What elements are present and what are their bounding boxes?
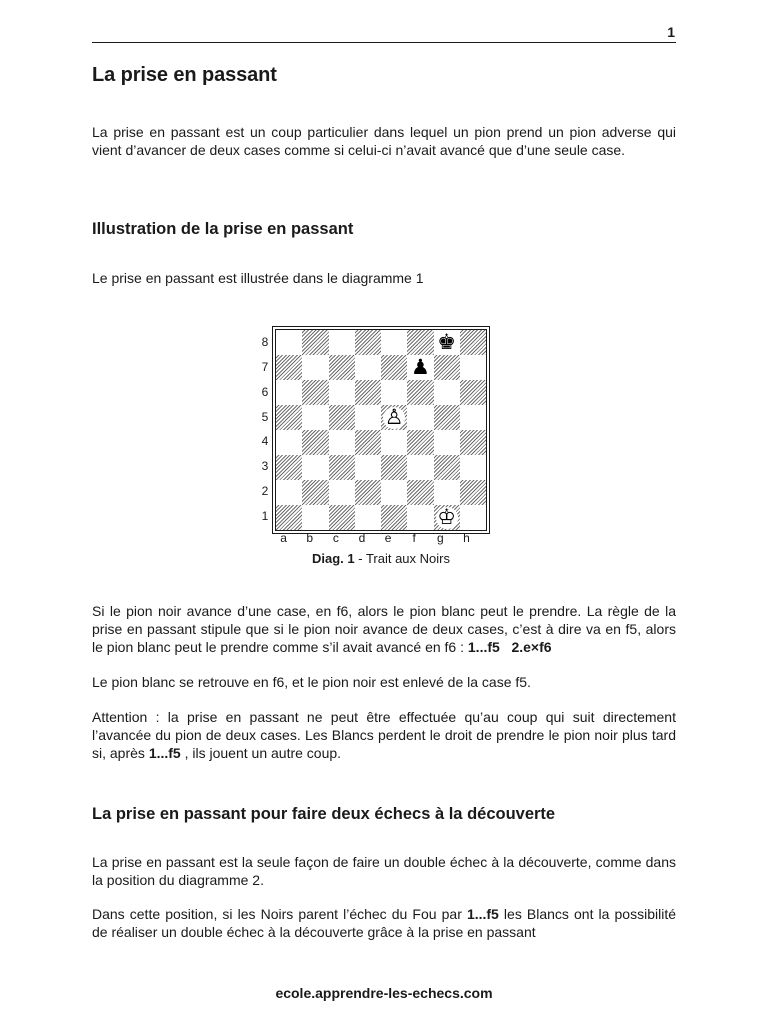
board-square-b4 xyxy=(302,430,328,455)
board-square-h5 xyxy=(460,405,486,430)
board-square-d8 xyxy=(355,330,381,355)
board-square-b6 xyxy=(302,380,328,405)
rank-label: 5 xyxy=(261,409,269,424)
board-square-a3 xyxy=(276,455,302,480)
board-square-h8 xyxy=(460,330,486,355)
board-square-a6 xyxy=(276,380,302,405)
board-square-b8 xyxy=(302,330,328,355)
board-square-b5 xyxy=(302,405,328,430)
board-square-a5 xyxy=(276,405,302,430)
file-label: d xyxy=(358,531,366,545)
board-square-d1 xyxy=(355,505,381,530)
rank-label: 4 xyxy=(261,434,269,449)
board-square-g5 xyxy=(434,405,460,430)
paragraph-rule-text: Si le pion noir avance d’une case, en f6, alors le pion blanc peut le prendre. La règle de la prise en passant stipule que si le pion noir avance de deux cases, c’est à dire va en f5, alors le pion blanc peut le prendre comme s’il avait avancé en f6 : xyxy=(92,603,676,655)
page-title: La prise en passant xyxy=(92,64,277,86)
rank-label: 3 xyxy=(261,459,269,474)
section-heading-illustration: Illustration de la prise en passant xyxy=(92,220,354,238)
diagram-caption-label: Diag. 1 xyxy=(312,551,355,566)
board-square-a1 xyxy=(276,505,302,530)
board-square-e4 xyxy=(381,430,407,455)
board-square-e8 xyxy=(381,330,407,355)
board-square-f3 xyxy=(407,455,433,480)
board-square-e5 xyxy=(381,405,407,430)
board-square-h7 xyxy=(460,355,486,380)
file-label: b xyxy=(306,531,314,545)
move-notation: 1...f5 xyxy=(467,639,500,655)
file-label: e xyxy=(384,531,392,545)
board-square-b3 xyxy=(302,455,328,480)
rank-label: 7 xyxy=(261,359,269,374)
board-square-c4 xyxy=(329,430,355,455)
paragraph-warning-end: , ils jouent un autre coup. xyxy=(180,745,342,761)
board-square-c7 xyxy=(329,355,355,380)
board-square-d6 xyxy=(355,380,381,405)
move-notation: 1...f5 xyxy=(148,745,181,761)
board-square-e6 xyxy=(381,380,407,405)
file-label: a xyxy=(280,531,287,545)
rank-label: 6 xyxy=(261,384,269,399)
board-square-g8 xyxy=(434,330,460,355)
board-square-f6 xyxy=(407,380,433,405)
board-square-g3 xyxy=(434,455,460,480)
header-rule xyxy=(92,42,676,43)
board-square-c3 xyxy=(329,455,355,480)
board-square-e3 xyxy=(381,455,407,480)
board-square-d2 xyxy=(355,480,381,505)
chess-piece-f7: ♟ xyxy=(410,355,430,379)
board-square-f5 xyxy=(407,405,433,430)
board-square-a2 xyxy=(276,480,302,505)
diagram-caption xyxy=(272,551,490,566)
board-square-c6 xyxy=(329,380,355,405)
section-illustration-text: Le prise en passant est illustrée dans le diagramme 1 xyxy=(92,270,424,286)
file-label: f xyxy=(412,531,416,545)
board-square-b1 xyxy=(302,505,328,530)
section-heading-discovered-check: La prise en passant pour faire deux échecs à la découverte xyxy=(92,805,556,823)
board-square-c8 xyxy=(329,330,355,355)
board-square-e1 xyxy=(381,505,407,530)
footer-website: ecole.apprendre-les-echecs.com xyxy=(275,985,493,1001)
paragraph-result: Le pion blanc se retrouve en f6, et le pion noir est enlevé de la case f5. xyxy=(92,674,531,690)
board-square-g7 xyxy=(434,355,460,380)
board-square-e2 xyxy=(381,480,407,505)
file-label: h xyxy=(463,531,470,545)
chess-piece-e5: ♙ xyxy=(384,405,404,429)
board-square-f8 xyxy=(407,330,433,355)
chess-diagram xyxy=(272,326,490,534)
board-square-f1 xyxy=(407,505,433,530)
move-notation: 2.e×f6 xyxy=(511,639,552,655)
intro-paragraph: La prise en passant est un coup particulier dans lequel un pion prend un pion adverse qui vient d’avancer de deux cases comme si celui-ci n’avait avancé que d’une seule case. xyxy=(92,124,676,158)
chess-board xyxy=(275,329,487,531)
board-square-a8 xyxy=(276,330,302,355)
chess-piece-g1: ♔ xyxy=(437,505,457,529)
section-discovered-check-text: La prise en passant est la seule façon de faire un double échec à la découverte, comme dans la position du diagramme 2. xyxy=(92,854,676,888)
rank-label: 8 xyxy=(261,334,269,349)
board-square-d4 xyxy=(355,430,381,455)
board-square-g1 xyxy=(434,505,460,530)
paragraph-rule-explanation xyxy=(92,602,676,656)
board-square-c1 xyxy=(329,505,355,530)
rank-label: 2 xyxy=(261,484,269,499)
paragraph-position xyxy=(92,905,676,941)
board-square-h1 xyxy=(460,505,486,530)
paragraph-warning xyxy=(92,708,676,762)
board-square-h4 xyxy=(460,430,486,455)
board-square-h2 xyxy=(460,480,486,505)
board-square-g4 xyxy=(434,430,460,455)
rank-label: 1 xyxy=(261,509,269,524)
board-square-h3 xyxy=(460,455,486,480)
board-square-f2 xyxy=(407,480,433,505)
board-square-g2 xyxy=(434,480,460,505)
chess-piece-g8: ♚ xyxy=(437,330,457,354)
move-notation: 1...f5 xyxy=(466,906,499,922)
paragraph-position-end: les Blancs ont la possibilité de réaliser un double échec à la découverte grâce à la prise en passant xyxy=(92,906,676,940)
paragraph-warning-text: Attention : la prise en passant ne peut être effectuée qu’au coup qui suit directement l’avancée du pion de deux cases. Les Blancs perdent le droit de prendre le pion noir plus tard si, après xyxy=(92,709,676,761)
file-label: g xyxy=(436,531,444,545)
board-square-h6 xyxy=(460,380,486,405)
diagram-caption-text: - Trait aux Noirs xyxy=(354,551,450,566)
board-square-a4 xyxy=(276,430,302,455)
page-number: 1 xyxy=(667,24,675,40)
board-square-g6 xyxy=(434,380,460,405)
paragraph-position-text: Dans cette position, si les Noirs parent l’échec du Fou par xyxy=(92,906,467,922)
board-square-a7 xyxy=(276,355,302,380)
board-square-f7 xyxy=(407,355,433,380)
board-square-d3 xyxy=(355,455,381,480)
file-label: c xyxy=(332,531,339,545)
board-square-e7 xyxy=(381,355,407,380)
board-square-d5 xyxy=(355,405,381,430)
board-square-b2 xyxy=(302,480,328,505)
board-square-d7 xyxy=(355,355,381,380)
board-square-b7 xyxy=(302,355,328,380)
board-square-c2 xyxy=(329,480,355,505)
board-square-f4 xyxy=(407,430,433,455)
board-square-c5 xyxy=(329,405,355,430)
